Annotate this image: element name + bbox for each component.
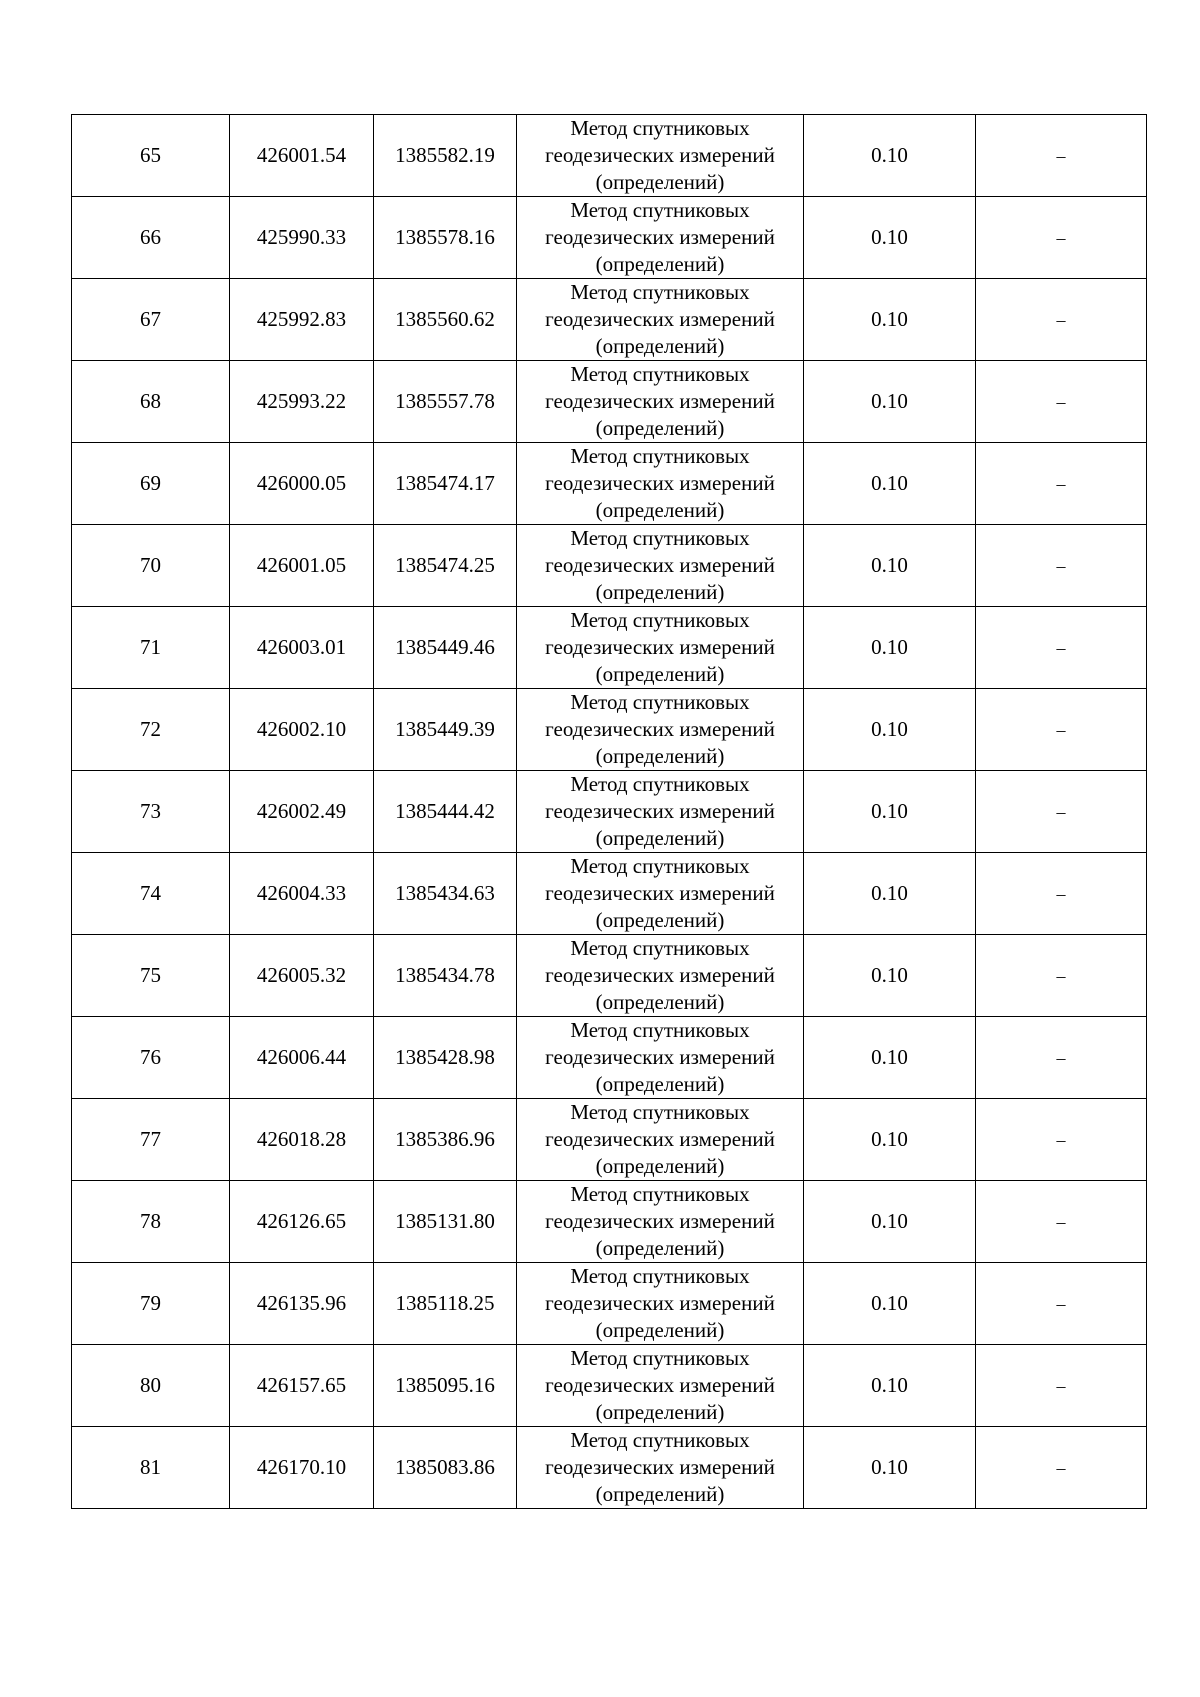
y-coordinate-cell	[374, 1345, 517, 1427]
y-coordinate-text: 1385582.19	[395, 143, 495, 167]
accuracy-cell	[804, 607, 976, 689]
y-coordinate-cell	[374, 853, 517, 935]
x-coordinate-text: 426018.28	[256, 1127, 347, 1151]
method-cell	[517, 935, 804, 1017]
method-line: геодезических измерений	[545, 1373, 775, 1397]
note-cell	[976, 115, 1147, 197]
method-line: Метод спутниковых	[570, 1264, 750, 1288]
note-text: –	[1056, 555, 1066, 576]
x-coordinate-text: 425992.83	[256, 307, 347, 331]
accuracy-cell	[804, 853, 976, 935]
method-cell	[517, 1263, 804, 1345]
note-text: –	[1056, 1375, 1066, 1396]
y-coordinate-cell	[374, 115, 517, 197]
note-cell	[976, 279, 1147, 361]
table-row	[72, 1263, 1147, 1345]
point-number-cell	[72, 771, 230, 853]
accuracy-cell	[804, 689, 976, 771]
method-cell	[517, 525, 804, 607]
note-text: –	[1056, 719, 1066, 740]
method-line: Метод спутниковых	[570, 1018, 750, 1042]
note-text: –	[1056, 801, 1066, 822]
note-text: –	[1056, 391, 1066, 412]
y-coordinate-cell	[374, 279, 517, 361]
y-coordinate-text: 1385444.42	[395, 799, 495, 823]
accuracy-text: 0.10	[871, 225, 908, 249]
y-coordinate-text: 1385449.39	[395, 717, 495, 741]
x-coordinate-cell	[230, 607, 374, 689]
accuracy-text: 0.10	[871, 553, 908, 577]
accuracy-cell	[804, 115, 976, 197]
accuracy-cell	[804, 1427, 976, 1509]
accuracy-text: 0.10	[871, 471, 908, 495]
point-number-text: 80	[140, 1373, 161, 1397]
table-row	[72, 443, 1147, 525]
point-number-cell	[72, 1099, 230, 1181]
y-coordinate-text: 1385557.78	[395, 389, 495, 413]
note-text: –	[1056, 1293, 1066, 1314]
accuracy-cell	[804, 279, 976, 361]
y-coordinate-text: 1385118.25	[395, 1291, 495, 1315]
point-number-text: 77	[140, 1127, 161, 1151]
method-line: (определений)	[595, 1236, 725, 1260]
accuracy-cell	[804, 1263, 976, 1345]
point-number-text: 67	[140, 307, 161, 331]
note-cell	[976, 1427, 1147, 1509]
point-number-text: 72	[140, 717, 161, 741]
accuracy-text: 0.10	[871, 143, 908, 167]
accuracy-cell	[804, 1099, 976, 1181]
method-line: Метод спутниковых	[570, 772, 750, 796]
accuracy-text: 0.10	[871, 963, 908, 987]
method-cell	[517, 1017, 804, 1099]
y-coordinate-text: 1385095.16	[395, 1373, 495, 1397]
x-coordinate-cell	[230, 443, 374, 525]
x-coordinate-text: 426157.65	[256, 1373, 347, 1397]
method-line: геодезических измерений	[545, 1127, 775, 1151]
accuracy-cell	[804, 361, 976, 443]
point-number-text: 66	[140, 225, 161, 249]
point-number-text: 71	[140, 635, 161, 659]
accuracy-text: 0.10	[871, 1045, 908, 1069]
y-coordinate-text: 1385474.17	[395, 471, 495, 495]
x-coordinate-cell	[230, 1099, 374, 1181]
method-line: геодезических измерений	[545, 635, 775, 659]
x-coordinate-cell	[230, 1181, 374, 1263]
x-coordinate-cell	[230, 853, 374, 935]
note-cell	[976, 935, 1147, 1017]
method-line: геодезических измерений	[545, 1045, 775, 1069]
x-coordinate-text: 426004.33	[256, 881, 347, 905]
y-coordinate-cell	[374, 935, 517, 1017]
method-cell	[517, 279, 804, 361]
x-coordinate-text: 426006.44	[256, 1045, 347, 1069]
note-cell	[976, 361, 1147, 443]
method-line: геодезических измерений	[545, 799, 775, 823]
method-line: Метод спутниковых	[570, 362, 750, 386]
accuracy-text: 0.10	[871, 1291, 908, 1315]
point-number-text: 79	[140, 1291, 161, 1315]
table-row	[72, 1017, 1147, 1099]
point-number-cell	[72, 935, 230, 1017]
y-coordinate-text: 1385386.96	[395, 1127, 495, 1151]
x-coordinate-text: 426003.01	[256, 635, 347, 659]
note-cell	[976, 443, 1147, 525]
y-coordinate-cell	[374, 689, 517, 771]
table-row	[72, 935, 1147, 1017]
point-number-cell	[72, 279, 230, 361]
y-coordinate-cell	[374, 1099, 517, 1181]
method-line: (определений)	[595, 580, 725, 604]
method-cell	[517, 1181, 804, 1263]
point-number-text: 75	[140, 963, 161, 987]
method-line: (определений)	[595, 334, 725, 358]
method-line: геодезических измерений	[545, 553, 775, 577]
method-cell	[517, 771, 804, 853]
x-coordinate-text: 426126.65	[256, 1209, 347, 1233]
note-text: –	[1056, 227, 1066, 248]
method-cell	[517, 689, 804, 771]
point-number-text: 76	[140, 1045, 161, 1069]
accuracy-text: 0.10	[871, 1373, 908, 1397]
method-cell	[517, 1099, 804, 1181]
table-row	[72, 771, 1147, 853]
method-line: Метод спутниковых	[570, 198, 750, 222]
accuracy-text: 0.10	[871, 881, 908, 905]
x-coordinate-text: 426001.05	[256, 553, 347, 577]
y-coordinate-cell	[374, 1181, 517, 1263]
accuracy-text: 0.10	[871, 1455, 908, 1479]
method-line: (определений)	[595, 1154, 725, 1178]
y-coordinate-text: 1385434.78	[395, 963, 495, 987]
y-coordinate-cell	[374, 443, 517, 525]
method-line: (определений)	[595, 170, 725, 194]
method-line: Метод спутниковых	[570, 444, 750, 468]
method-line: геодезических измерений	[545, 963, 775, 987]
accuracy-text: 0.10	[871, 389, 908, 413]
note-text: –	[1056, 883, 1066, 904]
table-row	[72, 1427, 1147, 1509]
accuracy-cell	[804, 197, 976, 279]
note-cell	[976, 1263, 1147, 1345]
accuracy-cell	[804, 935, 976, 1017]
coordinates-table-body	[72, 115, 1147, 1509]
note-cell	[976, 853, 1147, 935]
note-cell	[976, 607, 1147, 689]
method-line: геодезических измерений	[545, 471, 775, 495]
table-row	[72, 1345, 1147, 1427]
x-coordinate-cell	[230, 115, 374, 197]
method-line: Метод спутниковых	[570, 690, 750, 714]
point-number-cell	[72, 361, 230, 443]
point-number-cell	[72, 115, 230, 197]
point-number-text: 68	[140, 389, 161, 413]
note-cell	[976, 1181, 1147, 1263]
y-coordinate-text: 1385434.63	[395, 881, 495, 905]
note-text: –	[1056, 1211, 1066, 1232]
x-coordinate-cell	[230, 935, 374, 1017]
table-row	[72, 279, 1147, 361]
table-row	[72, 689, 1147, 771]
x-coordinate-cell	[230, 1427, 374, 1509]
point-number-text: 69	[140, 471, 161, 495]
x-coordinate-cell	[230, 1017, 374, 1099]
y-coordinate-cell	[374, 1017, 517, 1099]
accuracy-text: 0.10	[871, 635, 908, 659]
method-line: геодезических измерений	[545, 1455, 775, 1479]
method-line: (определений)	[595, 908, 725, 932]
method-line: (определений)	[595, 662, 725, 686]
x-coordinate-cell	[230, 361, 374, 443]
y-coordinate-text: 1385428.98	[395, 1045, 495, 1069]
accuracy-text: 0.10	[871, 799, 908, 823]
note-text: –	[1056, 473, 1066, 494]
accuracy-text: 0.10	[871, 1209, 908, 1233]
x-coordinate-cell	[230, 197, 374, 279]
table-row	[72, 853, 1147, 935]
x-coordinate-text: 426135.96	[256, 1291, 347, 1315]
method-line: Метод спутниковых	[570, 280, 750, 304]
method-cell	[517, 361, 804, 443]
point-number-cell	[72, 689, 230, 771]
point-number-text: 73	[140, 799, 161, 823]
x-coordinate-text: 426002.49	[256, 799, 347, 823]
accuracy-cell	[804, 1345, 976, 1427]
method-line: Метод спутниковых	[570, 1428, 750, 1452]
point-number-cell	[72, 197, 230, 279]
point-number-text: 74	[140, 881, 161, 905]
method-cell	[517, 853, 804, 935]
x-coordinate-cell	[230, 1345, 374, 1427]
y-coordinate-cell	[374, 1263, 517, 1345]
note-text: –	[1056, 965, 1066, 986]
note-text: –	[1056, 637, 1066, 658]
note-cell	[976, 1017, 1147, 1099]
method-line: Метод спутниковых	[570, 1182, 750, 1206]
point-number-cell	[72, 525, 230, 607]
point-number-text: 65	[140, 143, 161, 167]
table-row	[72, 361, 1147, 443]
accuracy-cell	[804, 1181, 976, 1263]
y-coordinate-cell	[374, 197, 517, 279]
method-line: (определений)	[595, 826, 725, 850]
method-line: (определений)	[595, 1318, 725, 1342]
coordinates-table	[71, 114, 1147, 1509]
point-number-text: 81	[140, 1455, 161, 1479]
method-cell	[517, 1345, 804, 1427]
note-cell	[976, 771, 1147, 853]
point-number-cell	[72, 1345, 230, 1427]
method-line: (определений)	[595, 990, 725, 1014]
note-text: –	[1056, 145, 1066, 166]
y-coordinate-cell	[374, 607, 517, 689]
method-line: Метод спутниковых	[570, 936, 750, 960]
method-line: геодезических измерений	[545, 1291, 775, 1315]
table-row	[72, 525, 1147, 607]
y-coordinate-text: 1385474.25	[395, 553, 495, 577]
accuracy-text: 0.10	[871, 1127, 908, 1151]
point-number-cell	[72, 853, 230, 935]
table-row	[72, 115, 1147, 197]
point-number-text: 70	[140, 553, 161, 577]
table-row	[72, 1099, 1147, 1181]
note-text: –	[1056, 309, 1066, 330]
note-text: –	[1056, 1047, 1066, 1068]
point-number-cell	[72, 607, 230, 689]
method-line: геодезических измерений	[545, 717, 775, 741]
point-number-cell	[72, 443, 230, 525]
y-coordinate-cell	[374, 771, 517, 853]
method-line: Метод спутниковых	[570, 854, 750, 878]
y-coordinate-cell	[374, 361, 517, 443]
method-line: (определений)	[595, 744, 725, 768]
method-cell	[517, 1427, 804, 1509]
method-line: (определений)	[595, 416, 725, 440]
y-coordinate-text: 1385560.62	[395, 307, 495, 331]
x-coordinate-cell	[230, 1263, 374, 1345]
y-coordinate-text: 1385449.46	[395, 635, 495, 659]
note-cell	[976, 1345, 1147, 1427]
note-cell	[976, 1099, 1147, 1181]
method-line: Метод спутниковых	[570, 116, 750, 140]
method-cell	[517, 607, 804, 689]
accuracy-text: 0.10	[871, 307, 908, 331]
method-line: геодезических измерений	[545, 1209, 775, 1233]
method-line: геодезических измерений	[545, 389, 775, 413]
accuracy-cell	[804, 1017, 976, 1099]
x-coordinate-text: 425990.33	[256, 225, 347, 249]
method-cell	[517, 115, 804, 197]
table-row	[72, 1181, 1147, 1263]
point-number-cell	[72, 1427, 230, 1509]
note-cell	[976, 689, 1147, 771]
y-coordinate-cell	[374, 525, 517, 607]
method-line: Метод спутниковых	[570, 526, 750, 550]
method-line: (определений)	[595, 252, 725, 276]
table-row	[72, 197, 1147, 279]
point-number-cell	[72, 1017, 230, 1099]
accuracy-text: 0.10	[871, 717, 908, 741]
x-coordinate-text: 426005.32	[256, 963, 347, 987]
x-coordinate-text: 426002.10	[256, 717, 347, 741]
method-cell	[517, 197, 804, 279]
x-coordinate-cell	[230, 525, 374, 607]
note-text: –	[1056, 1129, 1066, 1150]
x-coordinate-text: 426170.10	[256, 1455, 347, 1479]
y-coordinate-text: 1385083.86	[395, 1455, 495, 1479]
x-coordinate-cell	[230, 689, 374, 771]
y-coordinate-cell	[374, 1427, 517, 1509]
method-line: геодезических измерений	[545, 225, 775, 249]
method-line: геодезических измерений	[545, 307, 775, 331]
method-line: Метод спутниковых	[570, 608, 750, 632]
note-text: –	[1056, 1457, 1066, 1478]
x-coordinate-cell	[230, 279, 374, 361]
method-line: (определений)	[595, 1482, 725, 1506]
y-coordinate-text: 1385131.80	[395, 1209, 495, 1233]
method-line: Метод спутниковых	[570, 1346, 750, 1370]
method-line: (определений)	[595, 498, 725, 522]
x-coordinate-text: 426001.54	[256, 143, 347, 167]
x-coordinate-text: 425993.22	[256, 389, 347, 413]
accuracy-cell	[804, 443, 976, 525]
method-line: (определений)	[595, 1400, 725, 1424]
x-coordinate-text: 426000.05	[256, 471, 347, 495]
accuracy-cell	[804, 771, 976, 853]
y-coordinate-text: 1385578.16	[395, 225, 495, 249]
method-line: геодезических измерений	[545, 143, 775, 167]
method-cell	[517, 443, 804, 525]
table-row	[72, 607, 1147, 689]
method-line: Метод спутниковых	[570, 1100, 750, 1124]
x-coordinate-cell	[230, 771, 374, 853]
point-number-text: 78	[140, 1209, 161, 1233]
method-line: (определений)	[595, 1072, 725, 1096]
note-cell	[976, 525, 1147, 607]
note-cell	[976, 197, 1147, 279]
point-number-cell	[72, 1263, 230, 1345]
point-number-cell	[72, 1181, 230, 1263]
method-line: геодезических измерений	[545, 881, 775, 905]
accuracy-cell	[804, 525, 976, 607]
